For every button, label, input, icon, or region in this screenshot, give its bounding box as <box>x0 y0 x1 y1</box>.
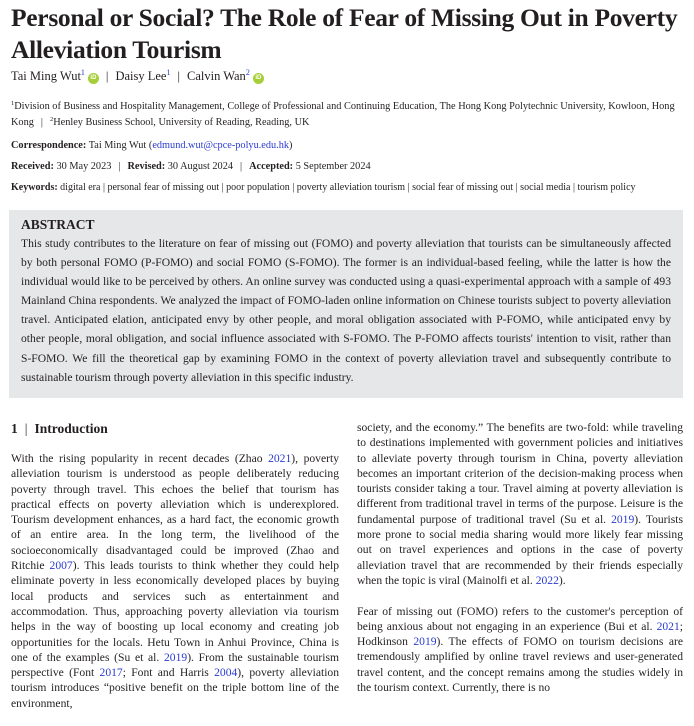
keyword[interactable]: tourism policy <box>577 182 636 193</box>
revised-label: Revised: <box>127 161 166 172</box>
correspondence: Correspondence: Tai Ming Wut (edmund.wut@cpce-polyu.edu.hk) <box>11 140 293 151</box>
author-list <box>11 68 264 84</box>
keyword-separator: | <box>405 182 413 193</box>
keyword-separator: | <box>219 182 227 193</box>
orcid-icon[interactable]: iD <box>88 73 99 84</box>
abstract-text: This study contributes to the literature on fear of missing out (FOMO) and poverty alleviation that tourists can be simultaneously affected by both personal FOMO (P-FOMO) and social FOMO (S-FOMO). The former is an individual-based feeling, while the latter is how the individual would like to be perceived by others. An online survey was conducted using a quasi-experimental approach with a sample of 493 Mainland China respondents. We analyzed the impact of FOMO-laden online information on Chinese tourists subject to poverty alleviation travel. Anticipated elation, anticipated envy by other people, and moral obligation associated with P-FOMO, while anticipated envy by other people, moral obligation, and social influence associated with S-FOMO. The P-FOMO affects tourists' intention to visit, rather than S-FOMO. We fill the theoretical gap by examining FOMO in the context of poverty alleviation travel and subsequently contribute to sustainable tourism through poverty alleviation in this specific industry. <box>21 237 671 384</box>
citation-link[interactable]: 2019 <box>164 650 188 664</box>
article-dates <box>11 160 371 174</box>
section-number: 1 <box>11 421 18 436</box>
body-column-right <box>357 420 683 695</box>
author-separator: | <box>105 69 109 83</box>
affiliation-marker: 2 <box>49 116 54 123</box>
section-separator: | <box>24 421 28 436</box>
citation-link[interactable]: 2004 <box>214 666 238 680</box>
keyword[interactable]: social fear of missing out <box>412 182 514 193</box>
body-paragraph: With the rising popularity in recent decades (Zhao 2021), poverty alleviation tourism is understood as people deliberately reducing poverty through travel. This echoes the belief that tourism has practical effects on poverty alleviation which is underexplored. Tourism development enhances, as a hard fact, the economic growth of an entire area. In the long term, the livelihood of the socioeconomically disadvantaged could be improved (Zhao and Ritchie 2007). This leads tourists to think whether they could help eliminate poverty in less economically developed places by buying local products and services such as entertainment and accommodation. Thus, approaching poverty alleviation via tourism helps in the way of boosting up local economy and creating job opportunities for the locals. Hetu Town in Anhui Province, China is one of the examples (Su et al. 2019). From the sustainable tourism perspective (Font 2017; Font and Harris 2004), poverty alleviation tourism introduces “positive benefit on the triple bottom line of the environment, <box>11 452 340 710</box>
citation-link[interactable]: 2017 <box>99 666 123 680</box>
affiliation-separator: | <box>40 117 43 128</box>
keyword-separator: | <box>513 182 521 193</box>
keyword-separator: | <box>100 182 108 193</box>
citation-link[interactable]: 2021 <box>656 619 680 633</box>
keyword[interactable]: poverty alleviation tourism <box>296 182 406 193</box>
citation-link[interactable]: 2022 <box>535 573 559 587</box>
affiliation-marker[interactable]: 1 <box>80 68 85 77</box>
accepted-date: 5 September 2024 <box>295 161 371 172</box>
citation-link[interactable]: 2019 <box>611 512 635 526</box>
section-title: Introduction <box>34 421 108 436</box>
author-name[interactable]: Calvin Wan <box>186 69 246 83</box>
article-title: Personal or Social? The Role of Fear of Missing Out in Poverty Alleviation Tourism <box>11 3 678 64</box>
orcid-icon[interactable]: iD <box>253 73 264 84</box>
abstract-box <box>9 210 683 398</box>
section-heading <box>11 420 108 438</box>
date-separator: | <box>240 161 243 172</box>
citation-link[interactable]: 2021 <box>268 452 292 465</box>
correspondence-label: Correspondence: <box>11 140 87 151</box>
affiliation-marker: 1 <box>11 100 15 107</box>
correspondence-email-link[interactable]: edmund.wut@cpce-polyu.edu.hk <box>152 140 290 151</box>
abstract-heading: ABSTRACT <box>21 217 95 232</box>
keywords <box>11 181 636 195</box>
keyword-separator: | <box>289 182 297 193</box>
citation-link[interactable]: 2007 <box>49 559 73 573</box>
keyword[interactable]: digital era <box>60 182 101 193</box>
affiliation-marker[interactable]: 1 <box>166 68 171 77</box>
keyword[interactable]: social media <box>520 182 571 193</box>
revised-date: 30 August 2024 <box>167 161 234 172</box>
keywords-list <box>60 182 635 193</box>
affiliation-marker[interactable]: 2 <box>245 68 250 77</box>
received-label: Received: <box>11 161 54 172</box>
keyword[interactable]: personal fear of missing out <box>107 182 220 193</box>
body-column-left <box>11 451 339 711</box>
correspondence-name: Tai Ming Wut <box>88 140 147 151</box>
affiliation-text: Henley Business School, University of Reading, Reading, UK <box>53 117 310 128</box>
citation-link[interactable]: 2019 <box>413 635 437 649</box>
received-date: 30 May 2023 <box>56 161 112 172</box>
author-separator: | <box>177 69 180 83</box>
keyword[interactable]: poor population <box>226 182 290 193</box>
body-paragraph-continued: society, and the economy.” The benefits are two-fold: while traveling to destinations implemented with government policies and initiatives to alleviate poverty through tourism in China, poverty alleviation becomes an important criterion of the decision-making process when tourists consider taking a tour. Travel aiming at poverty alleviation is different from traditional travel in terms of the purpose. Leisure is the fundamental purpose of traditional travel (Su et al. 2019). Tourists more prone to social media sharing would more likely fear missing out on travel experiences and options in the case of poverty alleviation travel that are recommended by their friends especially when the topic is viral (Mainolfi et al. 2022). <box>357 421 684 587</box>
accepted-label: Accepted: <box>249 161 294 172</box>
keywords-label: Keywords: <box>11 182 58 193</box>
date-separator: | <box>118 161 121 172</box>
author-name[interactable]: Tai Ming Wut <box>11 69 81 83</box>
keyword-separator: | <box>570 182 578 193</box>
affiliation-text: Division of Business and Hospitality Management, College of Professional and Continuing Education, The Hong Kong Polytechnic University, Kowloon, Hong Kong <box>11 101 675 128</box>
body-paragraph: Fear of missing out (FOMO) refers to the customer's perception of being anxious about not engaging in an experience (Bui et al. 2021; Hodkinson 2019). The effects of FOMO on tourism decisions are tremendously amplified by online travel reviews and user-generated travel content, and the concept remains among the studies widely in the tourism context. Currently, there is no <box>357 604 683 695</box>
affiliations <box>11 99 686 131</box>
author-name[interactable]: Daisy Lee <box>115 69 167 83</box>
